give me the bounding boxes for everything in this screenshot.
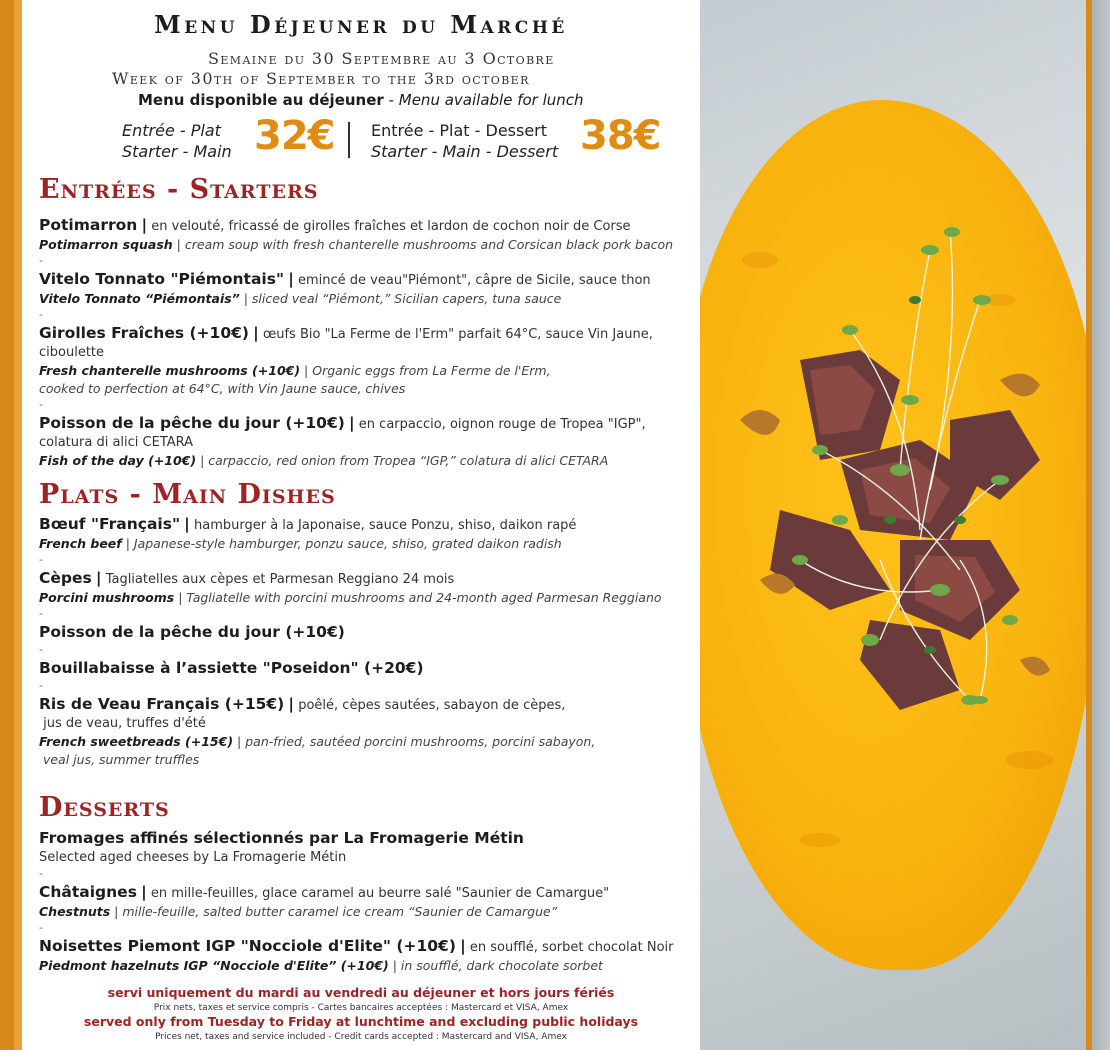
- item-name-en: French beef: [39, 536, 122, 551]
- dessert-item: Châtaignes | en mille-feuilles, glace caramel au beurre salé "Saunier de Camargue" Chestnuts | mille-feuille, salted butter caramel ice cream “Saunier de Camargue”: [39, 883, 610, 919]
- main-item: Cèpes | Tagliatelles aux cèpes et Parmesan Reggiano 24 mois Porcini mushrooms | Tagliatelle with porcini mushrooms and 24-month aged Parmesan Reggiano: [39, 569, 662, 605]
- main-item: Ris de Veau Français (+15€) | poêlé, cèpes sautées, sabayon de cèpes, jus de veau, truffes d'été French sweetbreads (+15€) | pan-fried, sautéed porcini mushrooms, porcini sabayon, veal jus, summer truffles: [39, 695, 699, 769]
- price-1-value: 32€: [254, 113, 335, 159]
- week-en: Week of 30th of September to the 3rd october: [112, 69, 530, 88]
- photo-frame-bar: [1086, 0, 1092, 1050]
- item-name-en: Porcini mushrooms: [39, 590, 175, 605]
- item-desc-en: Tagliatelle with porcini mushrooms and 24-month aged Parmesan Reggiano: [186, 590, 662, 605]
- item-desc-fr: Tagliatelles aux cèpes et Parmesan Reggiano 24 mois: [105, 572, 455, 587]
- item-name-fr: Fromages affinés sélectionnés par La Fromagerie Métin: [39, 829, 524, 847]
- availability-line: [138, 91, 584, 109]
- item-name-en: Vitelo Tonnato “Piémontais”: [39, 291, 240, 306]
- item-name-fr: Poisson de la pêche du jour (+10€): [39, 623, 345, 641]
- garnish-illustration: [700, 0, 1110, 1050]
- separator-dash: -: [39, 254, 43, 267]
- item-desc-en-cont: veal jus, summer truffles: [39, 752, 200, 767]
- menu-title: Menu Déjeuner du Marché: [154, 10, 568, 39]
- separator-dash: -: [39, 643, 43, 656]
- footer-en-small: Prices net, taxes and service included - Credit cards accepted : Mastercard and VISA, Amex: [155, 1032, 567, 1042]
- separator-dash: -: [39, 607, 43, 620]
- price-separator: [348, 122, 350, 158]
- starter-item: Girolles Fraîches (+10€) | œufs Bio "La Ferme de l'Erm" parfait 64°C, sauce Vin Jaune, ciboulette Fresh chanterelle mushrooms (+10€) | Organic eggs from La Ferme de l'Erm, cooked to perfection at 64°C, with Vin Jaune sauce, chives: [39, 324, 699, 398]
- soup-photo: [700, 0, 1110, 1050]
- item-name-en: Potimarron squash: [39, 237, 173, 252]
- footer-fr-main: servi uniquement du mardi au vendredi au déjeuner et hors jours fériés: [107, 985, 615, 1000]
- item-desc-en-cont: cooked to perfection at 64°C, with Vin Jaune sauce, chives: [39, 381, 406, 396]
- item-desc-fr-cont: ciboulette: [39, 345, 105, 360]
- item-name-fr: Ris de Veau Français (+15€): [39, 695, 285, 713]
- separator-dash: -: [39, 398, 43, 411]
- item-desc-fr: en mille-feuilles, glace caramel au beurre salé "Saunier de Camargue": [150, 886, 610, 901]
- item-name-fr: Girolles Fraîches (+10€): [39, 324, 249, 342]
- separator-dash: -: [39, 921, 43, 934]
- item-desc-fr: emincé de veau"Piémont", câpre de Sicile, sauce thon: [298, 273, 651, 288]
- avail-en: Menu available for lunch: [398, 91, 584, 109]
- item-desc-en: in soufflé, dark chocolate sorbet: [400, 958, 603, 973]
- item-name-fr: Poisson de la pêche du jour (+10€): [39, 414, 345, 432]
- item-desc-fr-cont: jus de veau, truffes d'été: [39, 716, 206, 731]
- item-desc-en: cream soup with fresh chanterelle mushrooms and Corsican black pork bacon: [184, 237, 674, 252]
- footer-en-main: served only from Tuesday to Friday at lunchtime and excluding public holidays: [83, 1014, 639, 1029]
- item-desc-en: sliced veal “Piémont,” Sicilian capers, tuna sauce: [251, 291, 562, 306]
- item-name-fr: Bœuf "Français": [39, 515, 181, 533]
- main-item: Bœuf "Français" | hamburger à la Japonaise, sauce Ponzu, shiso, daikon rapé French beef | Japanese-style hamburger, ponzu sauce, shiso, grated daikon radish: [39, 515, 577, 551]
- price-2-en: Starter - Main - Dessert: [371, 142, 559, 161]
- item-name-fr: Cèpes: [39, 569, 92, 587]
- price-2-value: 38€: [580, 113, 661, 159]
- price-1-fr: Entrée - Plat: [122, 121, 221, 140]
- separator-dash: -: [39, 867, 43, 880]
- avail-sep: -: [383, 91, 399, 109]
- item-name-en: Fish of the day (+10€): [39, 453, 197, 468]
- item-name-en: Fresh chanterelle mushrooms (+10€): [39, 363, 301, 378]
- left-frame-inner: [14, 0, 22, 1050]
- footer-fr-small: Prix nets, taxes et service compris - Cartes bancaires acceptées : Mastercard et VISA, Amex: [153, 1003, 569, 1013]
- item-desc-en: carpaccio, red onion from Tropea “IGP,” colatura di alici CETARA: [208, 453, 609, 468]
- item-desc-en: pan-fried, sautéed porcini mushrooms, porcini sabayon,: [245, 734, 596, 749]
- dessert-item: Noisettes Piemont IGP "Nocciole d'Elite" (+10€) | en soufflé, sorbet chocolat Noir Piedmont hazelnuts IGP “Nocciole d'Elite” (+10€) | in soufflé, dark chocolate sorbet: [39, 937, 674, 973]
- item-name-fr: Châtaignes: [39, 883, 137, 901]
- item-name-fr: Vitelo Tonnato "Piémontais": [39, 270, 285, 288]
- price-2-fr: Entrée - Plat - Dessert: [371, 121, 548, 140]
- item-name-en: French sweetbreads (+15€): [39, 734, 234, 749]
- avail-fr: Menu disponible au déjeuner: [138, 91, 384, 109]
- dessert-item: [39, 829, 699, 867]
- item-desc-fr: en carpaccio, oignon rouge de Tropea "IGP",: [358, 417, 646, 432]
- item-desc-en: Japanese-style hamburger, ponzu sauce, shiso, grated daikon radish: [133, 536, 562, 551]
- week-fr: Semaine du 30 Septembre au 3 Octobre: [208, 49, 555, 68]
- separator-dash: -: [39, 553, 43, 566]
- price-1-en: Starter - Main: [122, 142, 232, 161]
- item-desc-fr: hamburger à la Japonaise, sauce Ponzu, shiso, daikon rapé: [193, 518, 577, 533]
- item-desc-fr-cont: colatura di alici CETARA: [39, 435, 194, 450]
- menu-content: [22, 0, 700, 1050]
- photo-right-edge: [1092, 0, 1110, 1050]
- starter-item: Vitelo Tonnato "Piémontais" | emincé de veau"Piémont", câpre de Sicile, sauce thon Vitelo Tonnato “Piémontais” | sliced veal “Piémont,” Sicilian capers, tuna sauce: [39, 270, 651, 306]
- separator-dash: -: [39, 308, 43, 321]
- section-starters: Entrées - Starters: [39, 174, 319, 205]
- item-desc-fr: en velouté, fricassé de girolles fraîches et lardon de cochon noir de Corse: [151, 219, 631, 234]
- item-name-fr: Bouillabaisse à l’assiette "Poseidon" (+20€): [39, 659, 424, 677]
- item-desc-fr: œufs Bio "La Ferme de l'Erm" parfait 64°C, sauce Vin Jaune,: [262, 327, 653, 342]
- section-desserts: Desserts: [39, 792, 170, 823]
- item-name-en: Chestnuts: [39, 904, 111, 919]
- section-mains: Plats - Main Dishes: [39, 479, 336, 510]
- separator-dash: -: [39, 679, 43, 692]
- item-desc-fr-cont: Selected aged cheeses by La Fromagerie Métin: [39, 850, 347, 865]
- item-name-fr: Noisettes Piemont IGP "Nocciole d'Elite" (+10€): [39, 937, 456, 955]
- main-item: [39, 659, 699, 679]
- item-desc-en: mille-feuille, salted butter caramel ice cream “Saunier de Camargue”: [122, 904, 558, 919]
- item-desc-fr: poêlé, cèpes sautées, sabayon de cèpes,: [298, 698, 566, 713]
- item-desc-en: Organic eggs from La Ferme de l'Erm,: [312, 363, 551, 378]
- item-name-fr: Potimarron: [39, 216, 138, 234]
- item-name-en: Piedmont hazelnuts IGP “Nocciole d'Elite” (+10€): [39, 958, 389, 973]
- starter-item: Poisson de la pêche du jour (+10€) | en carpaccio, oignon rouge de Tropea "IGP", colatura di alici CETARA Fish of the day (+10€) | carpaccio, red onion from Tropea “IGP,” colatura di alici CETARA: [39, 414, 699, 470]
- main-item: [39, 623, 699, 643]
- starter-item: Potimarron | en velouté, fricassé de girolles fraîches et lardon de cochon noir de Corse Potimarron squash | cream soup with fresh chanterelle mushrooms and Corsican black pork bacon: [39, 216, 674, 252]
- item-desc-fr: en soufflé, sorbet chocolat Noir: [469, 940, 674, 955]
